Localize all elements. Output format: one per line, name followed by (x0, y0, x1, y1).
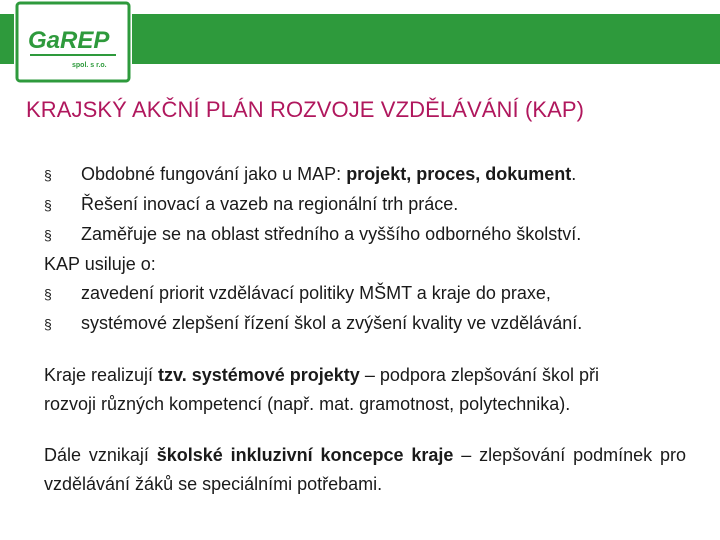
list-item (44, 279, 686, 309)
list-item-text: zavedení priorit vzdělávací politiky MŠMT a kraje do praxe, (81, 283, 551, 303)
list-item (44, 190, 686, 220)
list-item-text: Obdobné fungování jako u MAP: projekt, proces, dokument. (81, 164, 577, 184)
kap-intro-line: KAP usiluje o: (44, 254, 156, 274)
bullet-icon: § (44, 167, 52, 183)
slide-content (44, 160, 686, 499)
bullet-icon: § (44, 197, 52, 213)
svg-text:spol. s r.o.: spol. s r.o. (72, 62, 107, 69)
paragraph-inkluzivni-koncepce: Dále vznikají školské inkluzivní koncepce kraje – zlepšování podmínek pro vzdělávání žáků se speciálními potřebami. (44, 445, 686, 494)
bullet-icon: § (44, 227, 52, 243)
list-item-text: Zaměřuje se na oblast středního a vyššího odborného školství. (81, 224, 582, 244)
list-item (44, 309, 686, 339)
svg-text:GaREP: GaREP (28, 27, 110, 54)
list-item-text: systémové zlepšení řízení škol a zvýšení kvality ve vzdělávání. (81, 313, 583, 333)
company-logo (14, 0, 132, 84)
bullet-icon: § (44, 316, 52, 332)
bullet-icon: § (44, 286, 52, 302)
list-item (44, 220, 686, 250)
paragraph-systemove-projekty: Kraje realizují tzv. systémové projekty – podpora zlepšování škol při rozvoji různých kompetencí (např. mat. gramotnost, polytechnika). (44, 365, 599, 414)
page-title: KRAJSKÝ AKČNÍ PLÁN ROZVOJE VZDĚLÁVÁNÍ (KAP) (26, 97, 585, 122)
list-item (44, 160, 686, 190)
list-item-text: Řešení inovací a vazeb na regionální trh práce. (81, 194, 459, 214)
